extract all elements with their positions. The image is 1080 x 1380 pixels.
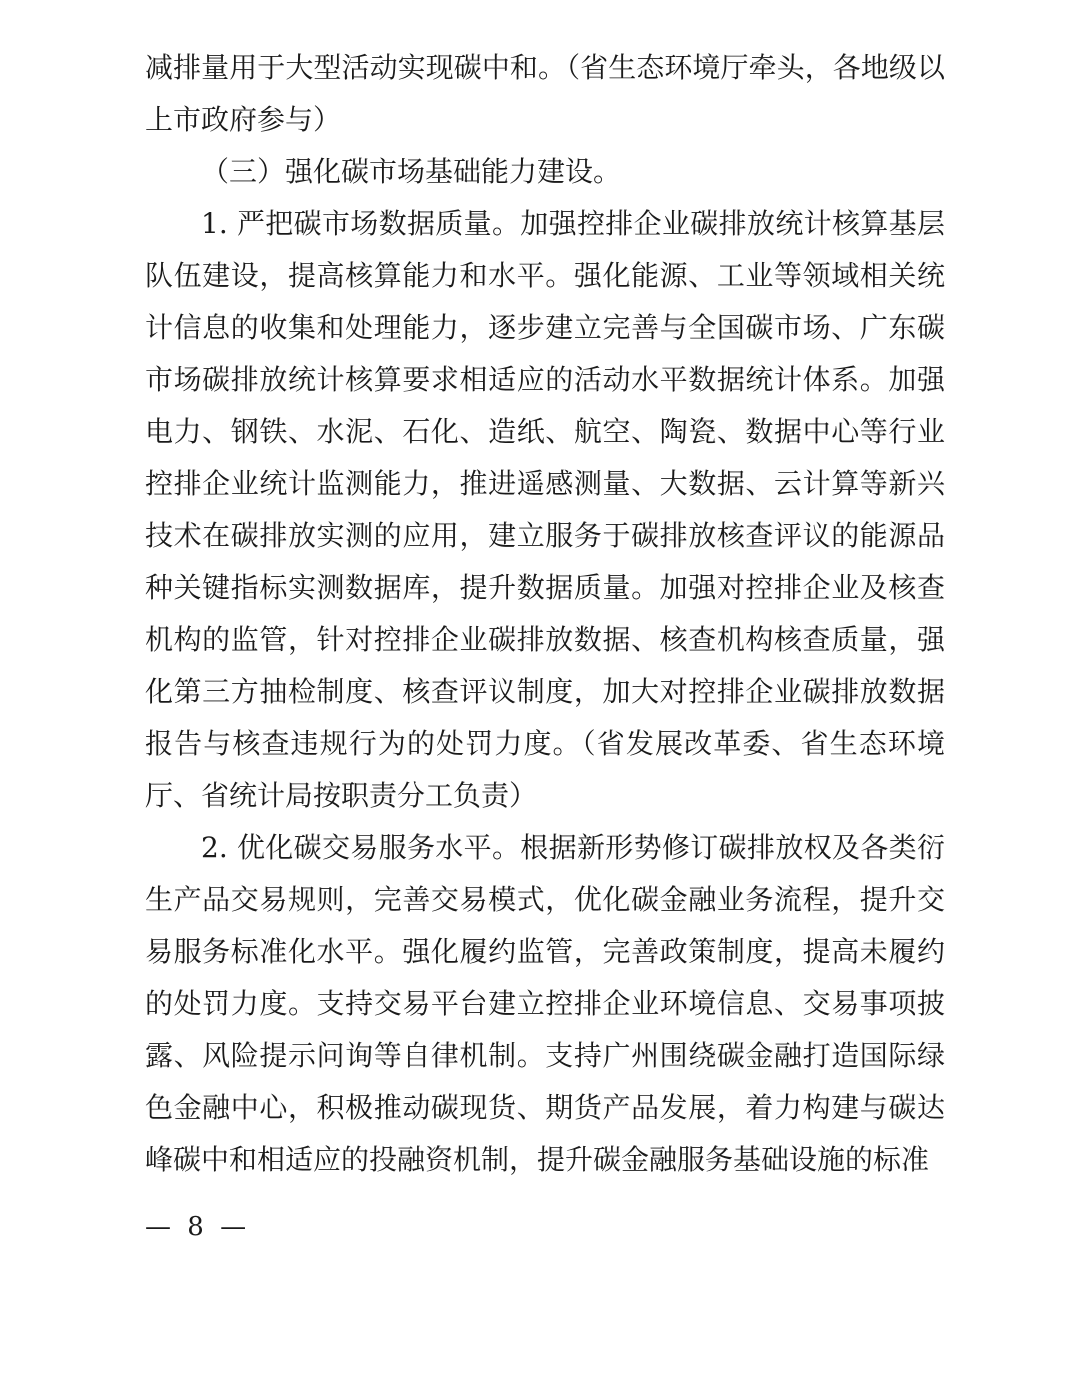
paragraph-continuation: 减排量用于大型活动实现碳中和。（省生态环境厅牵头，各地级以上市政府参与）: [145, 51, 945, 136]
page-number: — 8 —: [145, 1212, 251, 1242]
document-body: [145, 42, 945, 1186]
paragraph-data-quality: 1. 严把碳市场数据质量。加强控排企业碳排放统计核算基层队伍建设，提高核算能力和水平。强化能源、工业等领域相关统计信息的收集和处理能力，逐步建立完善与全国碳市场、广东碳市场碳排放统计核算要求相适应的活动水平数据统计体系。加强电力、钢铁、水泥、石化、造纸、航空、陶瓷、数据中心等行业控排企业统计监测能力，推进遥感测量、大数据、云计算等新兴技术在碳排放实测的应用，建立服务于碳排放核查评议的能源品种关键指标实测数据库，提升数据质量。加强对控排企业及核查机构的监管，针对控排企业碳排放数据、核查机构核查质量，强化第三方抽检制度、核查评议制度，加大对控排企业碳排放数据报告与核查违规行为的处罚力度。（省发展改革委、省生态环境厅、省统计局按职责分工负责）: [145, 207, 945, 812]
section-heading: （三）强化碳市场基础能力建设。: [201, 155, 622, 188]
paragraph-trading-service: 2. 优化碳交易服务水平。根据新形势修订碳排放权及各类衍生产品交易规则，完善交易模式，优化碳金融业务流程，提升交易服务标准化水平。强化履约监管，完善政策制度，提高未履约的处罚力度。支持交易平台建立控排企业环境信息、交易事项披露、风险提示问询等自律机制。支持广州围绕碳金融打造国际绿色金融中心，积极推动碳现货、期货产品发展，着力构建与碳达峰碳中和相适应的投融资机制，提升碳金融服务基础设施的标准: [145, 831, 945, 1176]
